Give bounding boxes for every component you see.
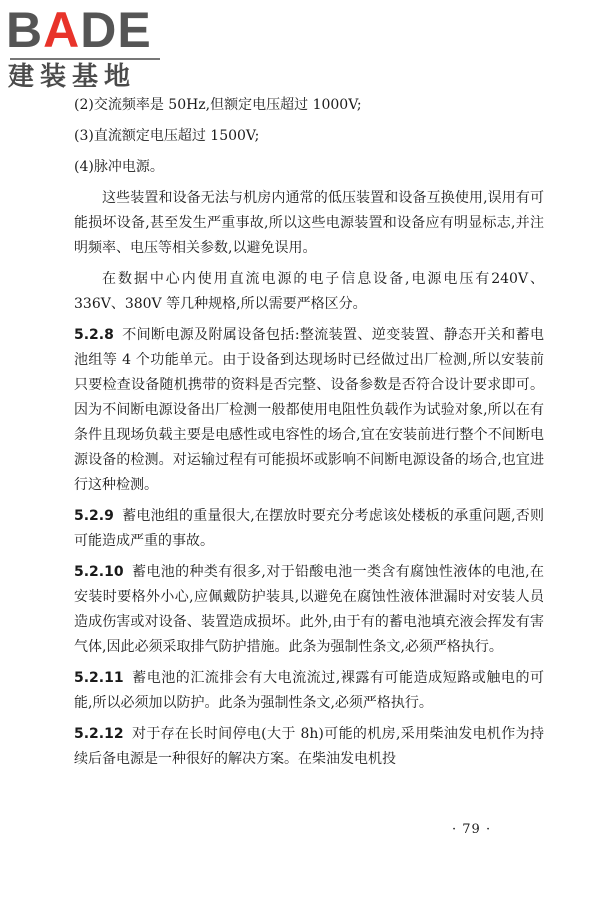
clause-5-2-9: [74, 504, 544, 554]
clause-number: 5.2.9: [74, 508, 114, 524]
clause-text: 蓄电池的汇流排会有大电流流过,裸露有可能造成短路或触电的可能,所以必须加以防护。此条为强制性条文,必须严格执行。: [74, 670, 544, 711]
clause-text: 对于存在长时间停电(大于 8h)可能的机房,采用柴油发电机作为持续后备电源是一种很好的解决方案。在柴油发电机投: [74, 726, 544, 767]
paragraph-dc-voltage: 在数据中心内使用直流电源的电子信息设备,电源电压有240V、336V、380V 等几种规格,所以需要严格区分。: [74, 271, 544, 312]
clause-text: 蓄电池的种类有很多,对于铅酸电池一类含有腐蚀性液体的电池,在安装时要格外小心,应佩戴防护装具,以避免在腐蚀性液体泄漏时对安装人员造成伤害或对设备、装置造成损坏。此外,由于有的蓄电池填充液会挥发有害气体,因此必须采取排气防护措施。此条为强制性条文,必须严格执行。: [74, 564, 544, 655]
clause-text: 不间断电源及附属设备包括:整流装置、逆变装置、静态开关和蓄电池组等 4 个功能单元。由于设备到达现场时已经做过出厂检测,所以安装前只要检查设备随机携带的资料是否完整、设备参数是否符合设计要求即可。因为不间断电源设备出厂检测一般都使用电阻性负载作为试验对象,所以在有条件且现场负载主要是电感性或电容性的场合,宜在安装前进行整个不间断电源设备的检测。对运输过程有可能损坏或影响不间断电源设备的场合,也宜进行这种检测。: [74, 327, 544, 493]
page-number: · 79 ·: [452, 822, 492, 837]
clause-number: 5.2.12: [74, 726, 124, 742]
bade-logo: [6, 4, 176, 92]
clause-5-2-11: [74, 666, 544, 716]
logo-subtitle: 建装基地: [8, 62, 137, 92]
list-item-4: (4)脉冲电源。: [74, 159, 164, 175]
paragraph-interchange-warning: 这些装置和设备无法与机房内通常的低压装置和设备互换使用,误用有可能损坏设备,甚至发生严重事故,所以这些电源装置和设备应有明显标志,并注明频率、电压等相关参数,以避免误用。: [74, 190, 544, 256]
list-item-3: (3)直流额定电压超过 1500V;: [74, 128, 260, 144]
clause-number: 5.2.11: [74, 670, 124, 686]
clause-number: 5.2.8: [74, 327, 114, 343]
document-body: [74, 93, 544, 778]
logo-rule: [10, 58, 160, 60]
clause-5-2-10: [74, 560, 544, 660]
clause-number: 5.2.10: [74, 564, 124, 580]
list-item-2: (2)交流频率是 50Hz,但额定电压超过 1000V;: [74, 97, 362, 113]
clause-5-2-12: [74, 722, 544, 772]
logo-wordmark: BADE: [6, 2, 152, 58]
clause-text: 蓄电池组的重量很大,在摆放时要充分考虑该处楼板的承重问题,否则可能造成严重的事故。: [74, 508, 544, 549]
clause-5-2-8: [74, 323, 544, 498]
